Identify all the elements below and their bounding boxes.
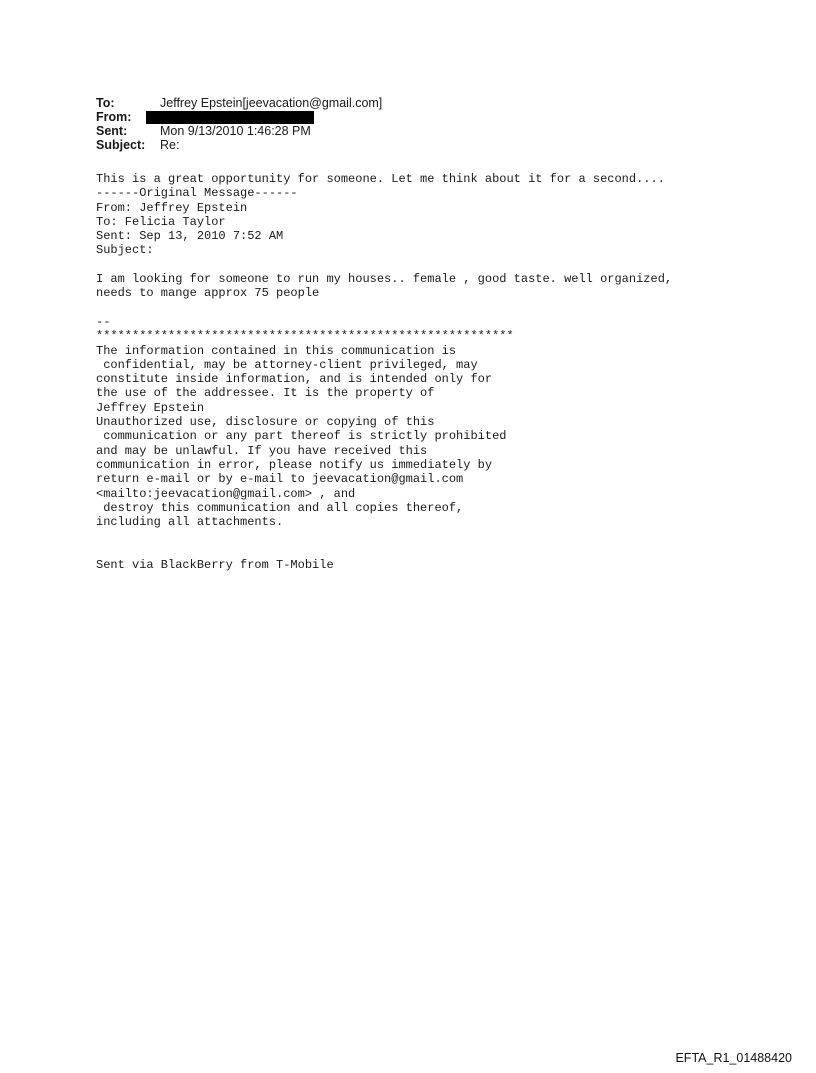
sent-label: Sent: (96, 124, 128, 138)
body-line: needs to mange approx 75 people (96, 286, 320, 301)
body-line: To: Felicia Taylor (96, 214, 226, 229)
body-line: From: Jeffrey Epstein (96, 200, 248, 215)
body-line (96, 258, 672, 272)
body-line: the use of the addressee. It is the property of (96, 386, 435, 401)
body-line: Sent: Sep 13, 2010 7:52 AM (96, 229, 284, 244)
from-label: From: (96, 110, 132, 124)
body-line: communication in error, please notify us immediately by (96, 457, 493, 472)
subject-value: Re: (160, 138, 180, 152)
body-line (96, 529, 672, 543)
body-line: destroy this communication and all copies thereof, (96, 500, 464, 515)
body-line: ********************************************************** (96, 329, 514, 344)
document-id: EFTA_R1_01488420 (675, 1051, 792, 1065)
body-line (96, 544, 672, 558)
body-line: including all attachments. (96, 515, 284, 530)
to-row (96, 96, 382, 110)
body-line: Sent via BlackBerry from T-Mobile (96, 558, 334, 573)
redaction-bar (146, 111, 314, 124)
email-body (96, 172, 672, 572)
to-label: To: (96, 96, 115, 110)
body-line: ------Original Message------ (96, 186, 298, 201)
body-line: constitute inside information, and is intended only for (96, 372, 493, 387)
email-header (96, 96, 382, 152)
from-row (96, 110, 382, 124)
body-line: This is a great opportunity for someone. Let me think about it for a second.... (96, 172, 665, 186)
to-value: Jeffrey Epstein[jeevacation@gmail.com] (160, 96, 383, 110)
sent-row (96, 124, 382, 138)
subject-label: Subject: (96, 138, 146, 152)
body-line: -- (96, 314, 111, 329)
body-line: <mailto:jeevacation@gmail.com> , and (96, 486, 356, 501)
body-line: Jeffrey Epstein (96, 400, 205, 415)
body-line: and may be unlawful. If you have received this (96, 443, 428, 458)
body-line: communication or any part thereof is strictly prohibited (96, 429, 507, 444)
body-line (96, 301, 672, 315)
body-line: confidential, may be attorney-client privileged, may (96, 357, 478, 372)
body-line: return e-mail or by e-mail to jeevacation@gmail.com (96, 472, 464, 487)
body-line: Subject: (96, 243, 154, 258)
subject-row (96, 138, 382, 152)
body-line: Unauthorized use, disclosure or copying of this (96, 415, 435, 430)
body-line: I am looking for someone to run my houses.. female , good taste. well organized, (96, 272, 673, 287)
sent-value: Mon 9/13/2010 1:46:28 PM (160, 124, 311, 138)
body-line: The information contained in this communication is (96, 343, 457, 358)
